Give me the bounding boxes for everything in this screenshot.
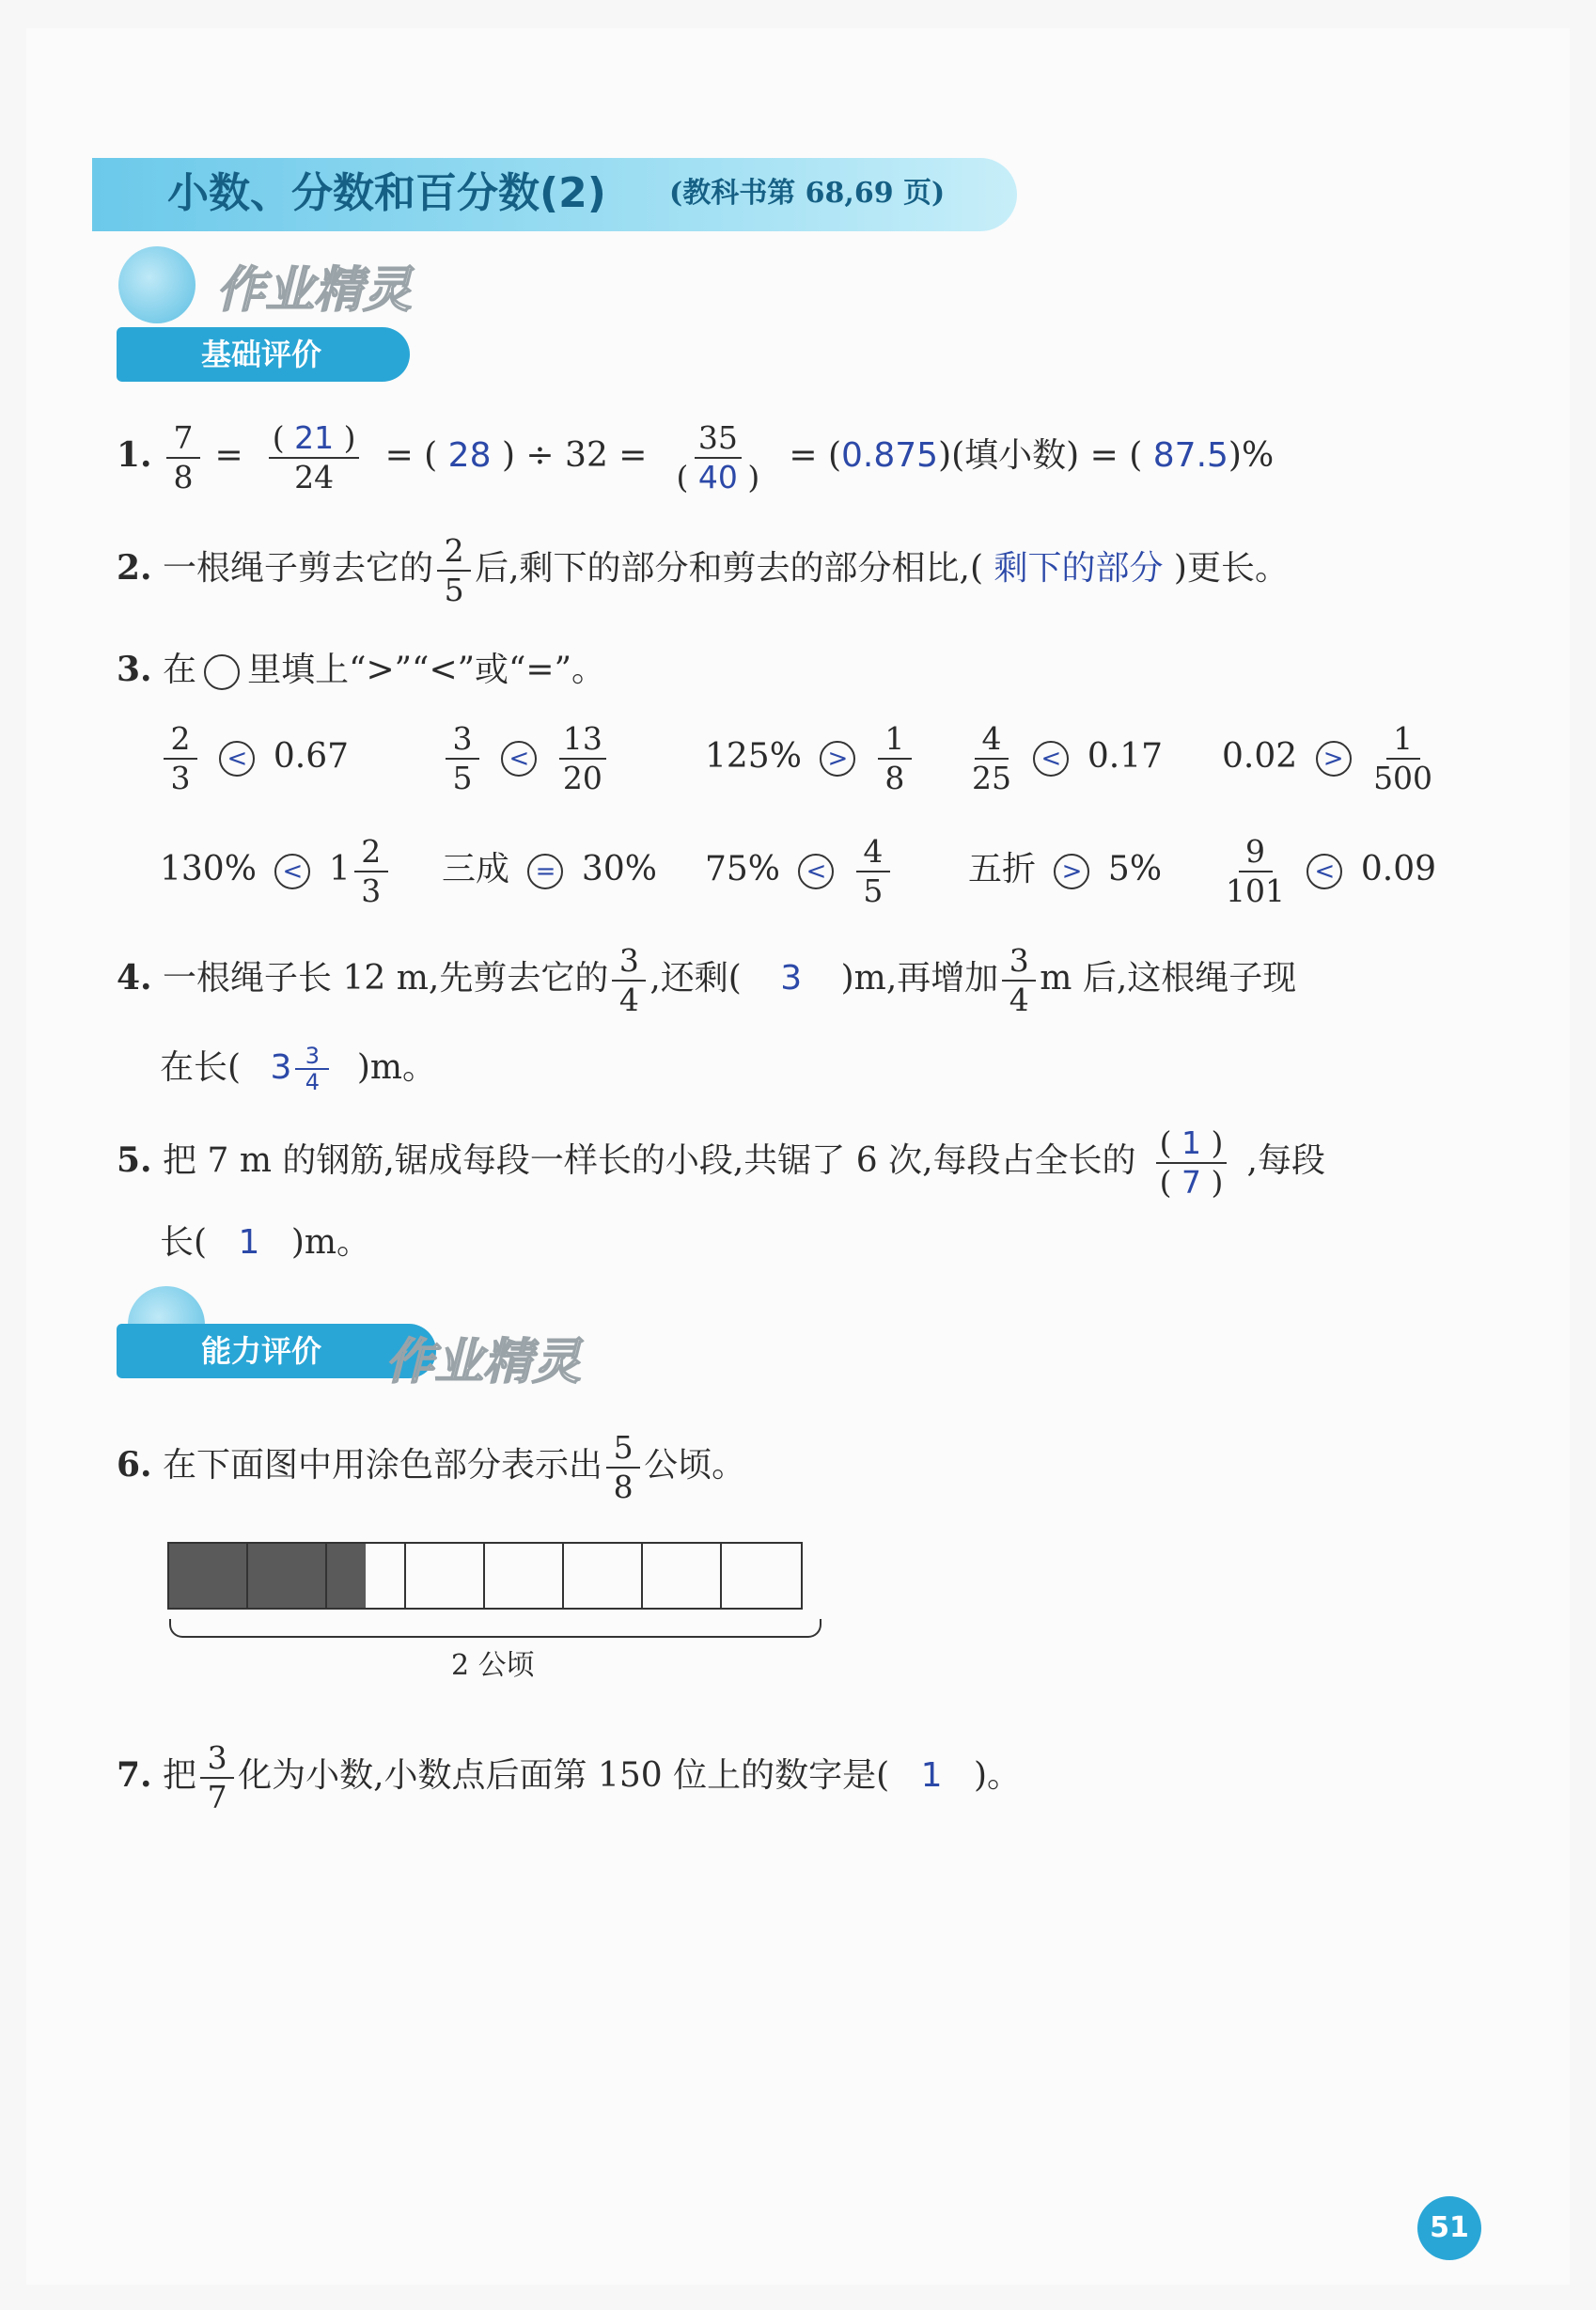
page-number: 51 [1417, 2196, 1481, 2260]
answer: 0.875 [841, 436, 939, 475]
question-number: 5. [117, 1140, 152, 1180]
page-title: 小数、分数和百分数(2) [167, 169, 606, 217]
section-badge-basic: 基础评价 [117, 327, 410, 382]
question-4-line-2: 在长( 3 $\frac{3}{4}$ )m。 [160, 1043, 437, 1095]
comparison-answer: < [1307, 854, 1342, 889]
comparison-item: 130% < 1 $\frac{2}{3}$ [160, 833, 442, 910]
section-badge-ability: 能力评价 [117, 1324, 436, 1378]
bar-cell [722, 1544, 801, 1608]
fraction-answer: $\frac{35}{( 40 )}$ [676, 419, 760, 495]
question-number: 7. [117, 1755, 152, 1795]
page-subtitle: (教科书第 68,69 页) [669, 177, 946, 210]
answer-mixed-number: 3 $\frac{3}{4}$ [271, 1048, 344, 1087]
bar-total-label: 2 公顷 [451, 1649, 535, 1682]
question-5: 5. 把 7 m 的钢筋,锯成每段一样长的小段,共锯了 6 次,每段占全长的 $\frac{( 1 )}{( 7 )}$ ,每段 [117, 1124, 1325, 1201]
fraction: $\frac{7}{8}$ [166, 419, 200, 496]
comparison-answer: < [798, 854, 834, 889]
comparison-answer: = [527, 854, 563, 889]
comparison-answer: > [820, 741, 855, 777]
comparison-row-1 [160, 720, 1436, 797]
bar-cell [564, 1544, 643, 1608]
question-number: 1. [117, 435, 152, 475]
fraction-answer: $\frac{( 1 )}{( 7 )}$ [1140, 1124, 1244, 1202]
question-1: 1. $\frac{7}{8}$ = $\frac{( 21 )}{24}$ = ( 28 ) ÷ 32 = $\frac{35}{( 40 )}$ = (0.875)(填小数) = ( 87.5)% [117, 419, 1275, 495]
bar-cell-shaded [169, 1544, 248, 1608]
comparison-row-2 [160, 833, 1436, 910]
bar-cell-half-shaded [327, 1544, 406, 1608]
question-4: 4. 一根绳子长 12 m,先剪去它的 $\frac{3}{4}$ ,还剩( 3 )m,再增加 $\frac{3}{4}$ m 后,这根绳子现 [117, 942, 1297, 1018]
bar-cell [643, 1544, 722, 1608]
fraction: $\frac{2}{5}$ [437, 532, 471, 609]
area-bar-diagram [167, 1542, 803, 1610]
comparison-item: 0.02 > $\frac{1}{500}$ [1222, 720, 1433, 796]
comparison-item: $\frac{9}{101}$ < 0.09 [1226, 833, 1437, 909]
comparison-item: 三成 = 30% [442, 850, 657, 888]
bar-cell [406, 1544, 485, 1608]
question-number: 6. [117, 1445, 152, 1485]
comparison-answer: < [219, 741, 255, 777]
comparison-item: $\frac{4}{25}$ < 0.17 [972, 720, 1164, 796]
comparison-item: $\frac{3}{5}$ < $\frac{13}{20}$ [442, 720, 705, 797]
brace [169, 1619, 821, 1638]
bar-cell [485, 1544, 564, 1608]
empty-circle-icon [204, 654, 240, 690]
answer: 剩下的部分 [994, 549, 1164, 588]
question-7: 7. 把 $\frac{3}{7}$ 化为小数,小数点后面第 150 位上的数字是( 1 )。 [117, 1739, 1022, 1815]
question-number: 3. [117, 650, 152, 689]
comparison-answer: > [1054, 854, 1089, 889]
question-6: 6. 在下面图中用涂色部分表示出 $\frac{5}{8}$ 公顷。 [117, 1429, 746, 1505]
mascot-icon [118, 246, 196, 323]
answer: 1 [920, 1756, 943, 1795]
comparison-item: 125% > $\frac{1}{8}$ [705, 720, 968, 797]
question-number: 2. [117, 548, 152, 588]
bar-cell-shaded [248, 1544, 327, 1608]
answer: 28 [447, 436, 492, 475]
question-3: 3. 在 里填上“>”“<”或“=”。 [117, 650, 605, 689]
watermark: 作业精灵 [385, 1334, 582, 1391]
question-number: 4. [117, 958, 152, 998]
comparison-item: 五折 > 5% [968, 850, 1163, 888]
answer: 3 [780, 959, 803, 998]
comparison-item: $\frac{2}{3}$ < 0.67 [160, 720, 442, 797]
comparison-item: 75% < $\frac{4}{5}$ [705, 833, 968, 910]
question-5-line-2: 长( 1 )m。 [160, 1223, 371, 1262]
watermark: 作业精灵 [216, 262, 413, 319]
question-2: 2. 一根绳子剪去它的 $\frac{2}{5}$ 后,剩下的部分和剪去的部分相比,( 剩下的部分 )更长。 [117, 532, 1289, 608]
fraction-answer: $\frac{( 21 )}{24}$ [258, 419, 370, 496]
comparison-answer: < [1033, 741, 1069, 777]
answer: 87.5 [1152, 436, 1228, 475]
answer: 1 [238, 1223, 260, 1262]
comparison-answer: > [1316, 741, 1352, 777]
comparison-answer: < [274, 854, 310, 889]
comparison-answer: < [501, 741, 537, 777]
